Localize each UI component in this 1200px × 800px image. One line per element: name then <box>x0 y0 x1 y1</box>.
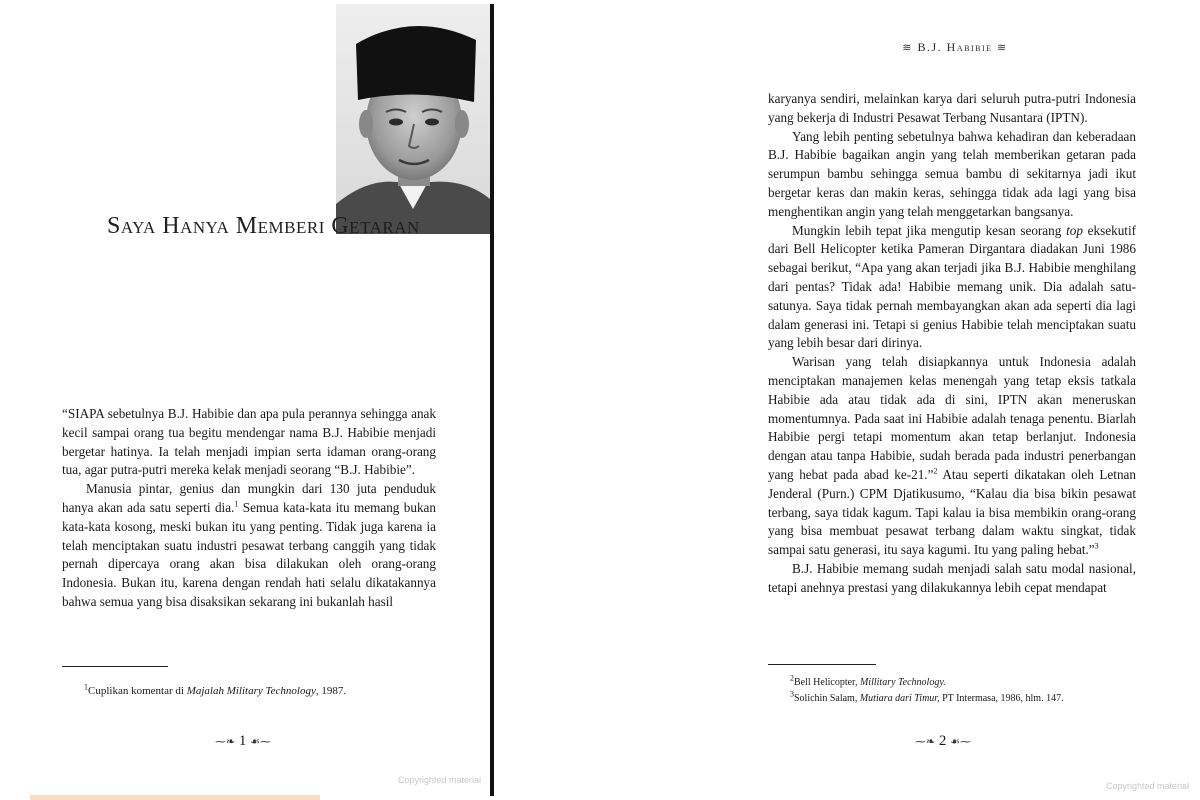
footnote-3 <box>790 691 1150 707</box>
right-paragraph-5: B.J. Habibie memang sudah menjadi salah satu modal nasional, tetapi anehnya prestasi yang dilakukannya lebih cepat mendapat <box>768 560 1136 595</box>
page-number-right <box>903 733 983 750</box>
page-divider <box>490 4 494 796</box>
running-head-text: B.J. Habibie <box>917 40 993 54</box>
right-paragraph-3 <box>768 222 1136 354</box>
ornament-left-icon: ⁓❧ <box>914 736 936 748</box>
feather-right-icon: ≋ <box>997 42 1008 54</box>
running-head <box>875 40 1035 55</box>
footnote-source: Majalah Military Technology <box>186 685 316 697</box>
feather-left-icon: ≋ <box>902 42 913 54</box>
footnote-3-source: Mutiara dari Timur, <box>859 693 940 704</box>
footnote-number: 1 <box>84 682 88 692</box>
page-number: 2 <box>938 733 947 749</box>
author-portrait <box>336 4 490 234</box>
right-paragraph-1: karyanya sendiri, melainkan karya dari seluruh putra-putri Indonesia yang bekerja di Industri Pesawat Terbang Nusantara (IPTN). <box>768 91 1136 125</box>
footnote-3-number: 3 <box>790 689 794 699</box>
left-paragraph-2 <box>62 480 436 612</box>
footnote-rule <box>62 666 168 667</box>
chapter-title: Saya Hanya Memberi Getaran <box>107 213 420 239</box>
footnote-ref-3[interactable]: 3 <box>1094 541 1099 551</box>
left-paragraph-2-rest: Semua kata-kata itu memang bukan kata-kata kosong, meski bukan itu yang penting. Tidak juga karena ia telah menciptakan suatu industri pesawat terbang canggih yang tidak pernah dipercaya orang akan bisa dilakukan oleh orang-orang Indonesia. Bukan itu, karena dengan rendah hati selalu dikatakannya bahwa semua yang bisa disaksikan sekarang ini bukanlah hasil <box>62 499 436 609</box>
footnote-1 <box>84 683 444 699</box>
copyright-notice: Copyrighted material <box>398 775 482 785</box>
left-paragraph-2-start: Manusia pintar, genius dan mungkin dari 130 juta penduduk hanya akan ada satu seperti dia. <box>62 481 436 515</box>
footnote-rule-right <box>768 664 876 665</box>
right-paragraph-4 <box>768 353 1136 560</box>
right-body-text <box>768 90 1136 598</box>
footnote-2-source: Millitary Technology. <box>859 677 946 688</box>
footnote-3-rest: PT Intermasa, 1986, hlm. 147. <box>939 693 1064 704</box>
footnote-year: , 1987. <box>315 685 347 697</box>
footnote-2-text: Bell Helicopter, <box>794 677 860 688</box>
ornament-right-icon: ☙⁓ <box>950 736 972 748</box>
footnote-2-number: 2 <box>790 673 794 683</box>
selection-highlight-bar <box>30 795 320 800</box>
copyright-notice-right: Copyrighted material <box>1106 781 1190 791</box>
right-paragraph-2: Yang lebih penting sebetulnya bahwa kehadiran dan keberadaan B.J. Habibie bagaikan angin yang telah memberikan getaran pada serumpun bambu sehingga semua bambu di sekitarnya jadi ikut bergetar keras dan makin keras, sehingga tidak ada lagi yang bisa menghentikan angin yang telah menggetarkan bangsanya. <box>768 128 1136 219</box>
p3-rest: eksekutif dari Bell Helicopter ketika Pameran Dirgantara diadakan Juni 1986 sebagai berikut, “Apa yang akan terjadi jika B.J. Habibie menghilang dari pentas? Tidak ada! Habibie memang unik. Dia adalah satu-satunya. Saya tidak pernah membayangkan akan ada seperti dia lagi dalam generasi ini. Tetapi si genius Habibie telah menciptakan suatu yang lebih besar dari dirinya. <box>768 222 1137 351</box>
footnote-text: Cuplikan komentar di <box>88 685 187 697</box>
p3-top-word: top <box>1066 222 1083 238</box>
page-number: 1 <box>238 733 247 749</box>
footnote-ref-2[interactable]: 2 <box>933 466 938 476</box>
footnote-2 <box>790 675 1150 691</box>
page-number-left <box>203 733 283 750</box>
p3-start: Mungkin lebih tepat jika mengutip kesan seorang <box>792 222 1067 238</box>
p4-start: Warisan yang telah disiapkannya untuk Indonesia adalah menciptakan manajemen kelas menengah yang tetap eksis tatkala Habibie ada atau tidak ada di sini, IPTN akan meneruskan momentumnya. Pada saat ini Habibie adalah tenaga penentu. Biarlah Habibie pergi tetapi momentum akan tetap berlanjut. Indonesia dengan atau tanpa Habibie, sudah berada pada industri penerbangan yang hebat pada abad ke-21.” <box>768 354 1136 482</box>
ornament-right-icon: ☙⁓ <box>250 736 272 748</box>
footnote-3-text: Solichin Salam, <box>794 693 860 704</box>
ornament-left-icon: ⁓❧ <box>214 736 236 748</box>
left-page <box>0 0 493 800</box>
left-body-text <box>62 405 436 612</box>
p4-rest: Atau seperti dikatakan oleh Letnan Jenderal (Purn.) CPM Djatikusumo, “Kalau dia bisa bikin pesawat terbang, saya tidak kagum. Tapi kalau ia bisa membikin orang-orang yang bisa membuat pesawat terbang dalam waktu singkat, tidak sampai satu generasi, itu saya kagumi. Itu yang paling hebat.” <box>768 466 1136 558</box>
footnote-ref-1[interactable]: 1 <box>234 499 239 509</box>
footnotes-right <box>790 675 1150 707</box>
left-paragraph-1: “SIAPA sebetulnya B.J. Habibie dan apa pula perannya sehingga anak kecil sampai orang tua begitu mendengar nama B.J. Habibie menjadi bergetar hatinya. Ia telah menjadi impian serta idaman orang-orang tua, agar putra-putri mereka kelak menjadi seorang “B.J. Habibie”. <box>62 406 436 478</box>
